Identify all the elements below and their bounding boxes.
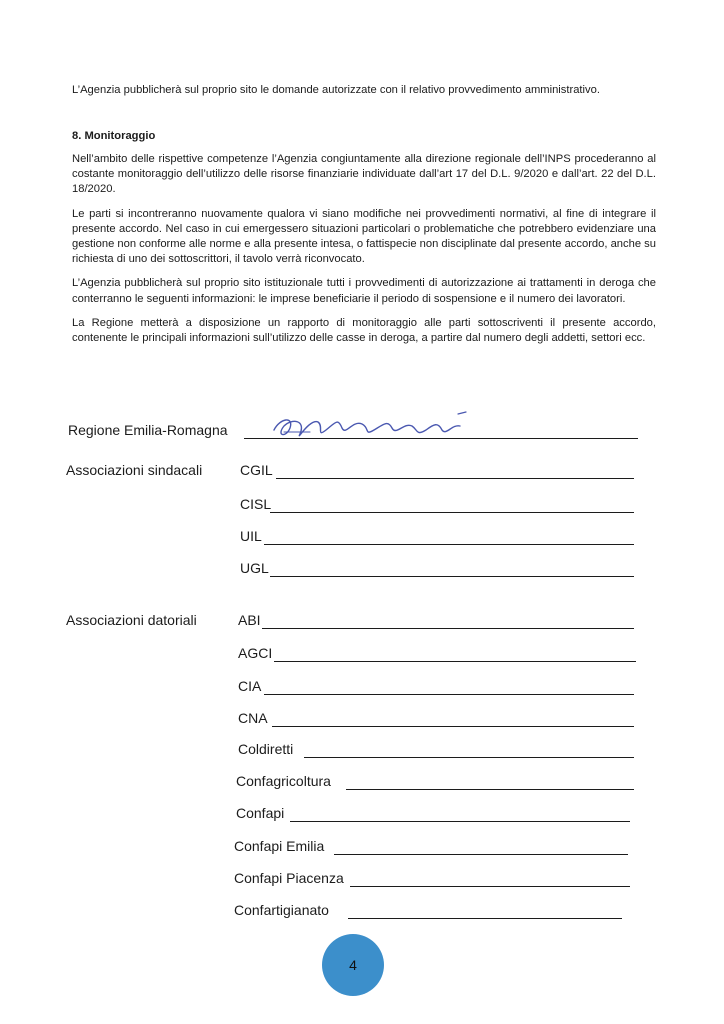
signature-row-region	[0, 420, 724, 450]
signature-line[interactable]	[304, 757, 634, 758]
signature-row-uil	[0, 528, 724, 558]
signature-row-confagricoltura	[0, 773, 724, 803]
employer-name: CIA	[238, 678, 262, 694]
union-name: CISL	[240, 496, 272, 512]
unions-label: Associazioni sindacali	[66, 462, 203, 478]
signature-line[interactable]	[272, 726, 634, 727]
signature-row-confapi-emilia	[0, 838, 724, 868]
signature-row-confapi	[0, 805, 724, 835]
employer-name: AGCI	[238, 645, 273, 661]
signature-line[interactable]	[274, 661, 636, 662]
signature-line[interactable]	[346, 789, 634, 790]
paragraph: Nell’ambito delle rispettive competenze l’Agenzia congiuntamente alla direzione regionale dell’INPS procederanno al costante monitoraggio dell’utilizzo delle risorse finanziarie individuate dall’art 17 del D.L. 9/2020 e dall’art. 22 del D.L. 18/2020.	[72, 153, 656, 196]
signature-line[interactable]	[270, 576, 634, 577]
union-name: CGIL	[240, 462, 273, 478]
section-body	[72, 152, 656, 355]
employer-name: Coldiretti	[238, 741, 294, 757]
paragraph: La Regione metterà a disposizione un rapporto di monitoraggio alle parti sottoscriventi il presente accordo, contenente le principali informazioni sull’utilizzo delle casse in deroga, a partire dal numero degli addetti, settori ecc.	[72, 316, 656, 345]
employers-label: Associazioni datoriali	[66, 612, 197, 628]
signature-row-cna	[0, 710, 724, 740]
signature-row-confartigianato	[0, 902, 724, 932]
section-title: 8. Monitoraggio	[72, 130, 156, 142]
signature-row-abi	[0, 612, 724, 642]
paragraph: L’Agenzia pubblicherà sul proprio sito istituzionale tutti i provvedimenti di autorizzazione ai trattamenti in deroga che conterranno le seguenti informazioni: le imprese beneficiarie il periodo di sospensione e il numero dei lavoratori.	[72, 277, 656, 305]
union-name: UIL	[240, 528, 262, 544]
employer-name: Confapi Piacenza	[234, 870, 344, 886]
union-name: UGL	[240, 560, 269, 576]
intro-paragraph: L’Agenzia pubblicherà sul proprio sito le domande autorizzate con il relativo provvedimento amministrativo.	[72, 84, 600, 96]
paragraph: Le parti si incontreranno nuovamente qualora vi siano modifiche nei provvedimenti normativi, al fine di integrare il presente accordo. Nel caso in cui emergessero situazioni particolari o problematiche che potrebbero evidenziare una gestione non conforme alle norme e alla presente intesa, o fattispecie non disciplinate dal presente accordo, anche su richiesta di uno dei sottoscrittori, il tavolo verrà riconvocato.	[72, 207, 656, 266]
signature-row-coldiretti	[0, 741, 724, 771]
signature-row-cgil	[0, 462, 724, 492]
signature-line[interactable]	[262, 628, 634, 629]
employer-name: Confartigianato	[234, 902, 329, 918]
region-label: Regione Emilia-Romagna	[68, 422, 228, 438]
signature-line[interactable]	[276, 478, 634, 479]
signature-line[interactable]	[350, 886, 630, 887]
signature-row-cisl	[0, 496, 724, 526]
handwritten-signature	[266, 408, 486, 448]
signature-line[interactable]	[290, 821, 630, 822]
employer-name: Confapi	[236, 805, 285, 821]
employer-name: CNA	[238, 710, 268, 726]
signature-line[interactable]	[334, 854, 628, 855]
employer-name: ABI	[238, 612, 261, 628]
signature-row-cia	[0, 678, 724, 708]
signature-row-agci	[0, 645, 724, 675]
employer-name: Confagricoltura	[236, 773, 331, 789]
page-number-badge	[322, 934, 384, 996]
employer-name: Confapi Emilia	[234, 838, 325, 854]
signature-line[interactable]	[264, 544, 634, 545]
signature-row-ugl	[0, 560, 724, 590]
signature-line[interactable]	[270, 512, 634, 513]
signature-row-confapi-piacenza	[0, 870, 724, 900]
signature-line[interactable]	[348, 918, 622, 919]
page-number: 4	[349, 957, 357, 973]
signature-line[interactable]	[264, 694, 634, 695]
